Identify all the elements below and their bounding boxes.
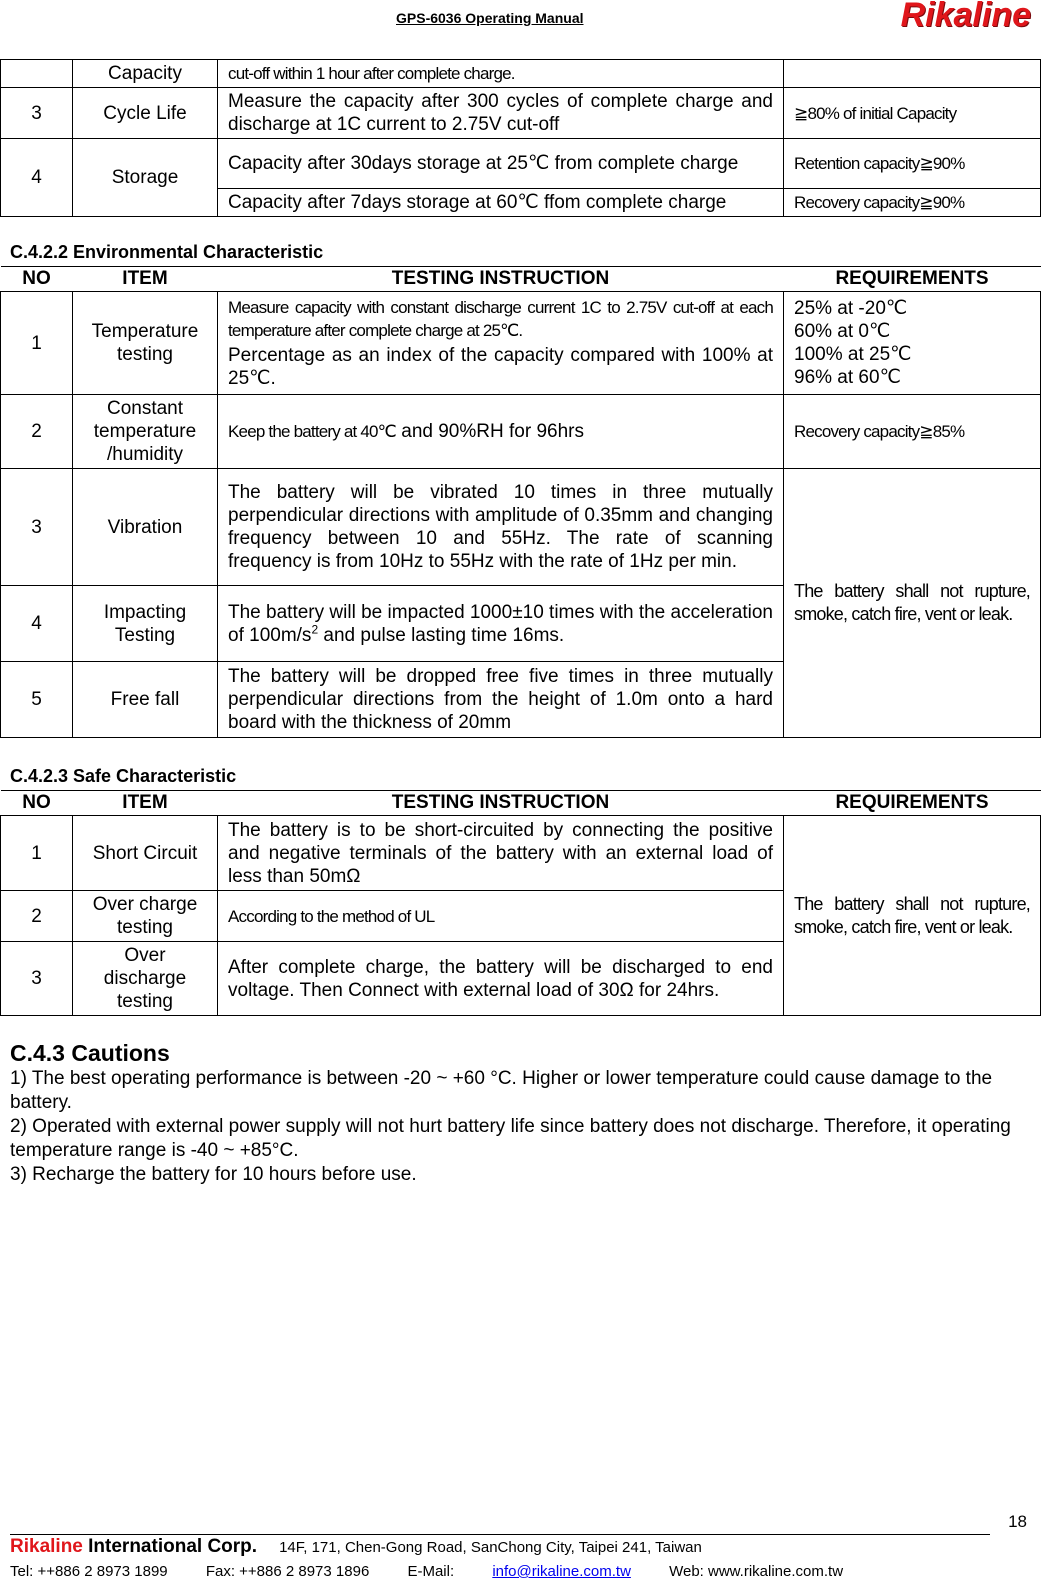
page-number: 18	[1008, 1512, 1027, 1531]
table-row	[1, 292, 1041, 395]
document-title: GPS-6036 Operating Manual	[396, 10, 584, 26]
requirement-line: 25% at -20℃	[794, 298, 908, 319]
caution-item: 2) Operated with external power supply will not hurt battery life since battery does not discharge. Therefore, it operating temperature range is -40 ~ +85°C.	[10, 1116, 1011, 1161]
table-row	[1, 139, 1041, 189]
caution-item: 1) The best operating performance is between -20 ~ +60 °C. Higher or lower temperature could cause damage to the battery.	[10, 1068, 993, 1113]
cell-shared-requirement: The battery shall not rupture, smoke, catch fire, vent or leak.	[784, 816, 1041, 1016]
table-row	[1, 816, 1041, 891]
cell-requirement: ≧80% of initial Capacity	[784, 88, 1041, 139]
cell-item: Over discharge testing	[73, 942, 218, 1016]
footer-email	[407, 1563, 630, 1580]
email-link[interactable]: info@rikaline.com.tw	[492, 1563, 631, 1580]
footer-email-label: E-Mail:	[407, 1563, 459, 1580]
cell-item: Temperature testing	[73, 292, 218, 395]
footer-company-brand: Rikaline	[10, 1536, 83, 1557]
cell-item: Short Circuit	[73, 816, 218, 891]
battery-capacity-table	[0, 59, 1041, 217]
cautions-list	[10, 1067, 1035, 1187]
footer-divider	[10, 1534, 990, 1535]
caution-item: 3) Recharge the battery for 10 hours before use.	[10, 1164, 417, 1185]
cell-no: 3	[1, 942, 73, 1016]
cell-instruction: The battery will be vibrated 10 times in three mutually perpendicular directions with amplitude of 0.35mm and changing frequency between 10 and 55Hz. The rate of scanning frequency is from 10Hz to 55Hz with the rate of 1Hz per min.	[218, 469, 784, 586]
footer-contact-line	[10, 1563, 877, 1580]
cell-no: 1	[1, 816, 73, 891]
footer-address: 14F, 171, Chen-Gong Road, SanChong City, Taipei 241, Taiwan	[279, 1539, 702, 1556]
cell-instruction	[218, 586, 784, 662]
table-row	[1, 88, 1041, 139]
cell-requirement: Recovery capacity≧90%	[784, 189, 1041, 217]
brand-logo: Rikaline	[900, 0, 1031, 34]
cell-item: Cycle Life	[73, 88, 218, 139]
cell-instruction	[218, 395, 784, 469]
requirement-line: 60% at 0℃	[794, 321, 891, 342]
cell-instruction: Measure the capacity after 300 cycles of complete charge and discharge at 1C current to 2.75V cut-off	[218, 88, 784, 139]
cell-instruction: Capacity after 7days storage at 60℃ ffom complete charge	[218, 189, 784, 217]
header-item: ITEM	[73, 267, 218, 292]
cell-no: 3	[1, 469, 73, 586]
header-no: NO	[1, 267, 73, 292]
footer-company-line	[10, 1536, 702, 1558]
requirement-line: 96% at 60℃	[794, 367, 901, 388]
section-heading-safe: C.4.2.3 Safe Characteristic	[10, 766, 237, 786]
cell-no: 1	[1, 292, 73, 395]
cell-instruction: After complete charge, the battery will be discharged to end voltage. Then Connect with external load of 30Ω for 24hrs.	[218, 942, 784, 1016]
cell-shared-requirement: The battery shall not rupture, smoke, catch fire, vent or leak.	[784, 469, 1041, 738]
cell-item: Storage	[73, 139, 218, 217]
cell-no: 3	[1, 88, 73, 139]
cell-instruction: The battery is to be short-circuited by connecting the positive and negative terminals of the battery with an external load of less than 50mΩ	[218, 816, 784, 891]
header-instruction: TESTING INSTRUCTION	[218, 791, 784, 816]
footer-web: Web: www.rikaline.com.tw	[669, 1563, 844, 1580]
section-heading-environmental: C.4.2.2 Environmental Characteristic	[10, 242, 324, 262]
cell-no: 4	[1, 139, 73, 217]
cautions-heading: C.4.3 Cautions	[10, 1040, 170, 1066]
header-item: ITEM	[73, 791, 218, 816]
header-no: NO	[1, 791, 73, 816]
header-row	[1, 791, 1041, 816]
table-row	[1, 395, 1041, 469]
cell-requirement	[784, 60, 1041, 88]
requirement-line: 100% at 25℃	[794, 344, 912, 365]
instruction-part: The battery will be impacted 1000±10 times with the acceleration of 100m/s	[228, 601, 773, 646]
cell-requirement: Recovery capacity≧85%	[784, 395, 1041, 469]
cell-instruction: cut-off within 1 hour after complete charge.	[218, 60, 784, 88]
instruction-part: and pulse lasting time 16ms.	[318, 624, 565, 646]
header-requirements: REQUIREMENTS	[784, 791, 1041, 816]
header-requirements: REQUIREMENTS	[784, 267, 1041, 292]
footer-tel: Tel: ++886 2 8973 1899	[10, 1563, 168, 1580]
superscript: 2	[311, 622, 319, 637]
table-row	[1, 60, 1041, 88]
cell-no: 4	[1, 586, 73, 662]
cell-requirement: Retention capacity≧90%	[784, 139, 1041, 189]
header-row	[1, 267, 1041, 292]
cell-item: Vibration	[73, 469, 218, 586]
cell-no: 5	[1, 662, 73, 738]
cell-instruction	[218, 292, 784, 395]
safe-table	[0, 790, 1041, 1016]
cell-item: Free fall	[73, 662, 218, 738]
cell-item: Over charge testing	[73, 891, 218, 942]
instruction-part: and 90%RH for 96hrs	[395, 421, 584, 442]
cell-item: Capacity	[73, 60, 218, 88]
environmental-table	[0, 266, 1041, 738]
cell-no: 2	[1, 395, 73, 469]
footer-fax: Fax: ++886 2 8973 1896	[205, 1563, 370, 1580]
cell-no: 2	[1, 891, 73, 942]
cell-instruction: According to the method of UL	[218, 891, 784, 942]
table-row	[1, 469, 1041, 586]
instruction-part: Keep the battery at 40℃	[228, 422, 396, 441]
cell-instruction: Capacity after 30days storage at 25℃ from complete charge	[218, 139, 784, 189]
header-instruction: TESTING INSTRUCTION	[218, 267, 784, 292]
cell-item: Constant temperature /humidity	[73, 395, 218, 469]
cell-requirement	[784, 292, 1041, 395]
cell-no	[1, 60, 73, 88]
cell-item: Impacting Testing	[73, 586, 218, 662]
instruction-part: Percentage as an index of the capacity compared with 100% at 25℃.	[228, 345, 773, 389]
cell-instruction: The battery will be dropped free five times in three mutually perpendicular directions from the height of 1.0m onto a hard board with the thickness of 20mm	[218, 662, 784, 738]
footer-company-name: International Corp.	[82, 1536, 258, 1557]
instruction-part: Measure capacity with constant discharge current 1C to 2.75V cut-off at each temperature after complete charge at 25℃.	[228, 298, 773, 340]
